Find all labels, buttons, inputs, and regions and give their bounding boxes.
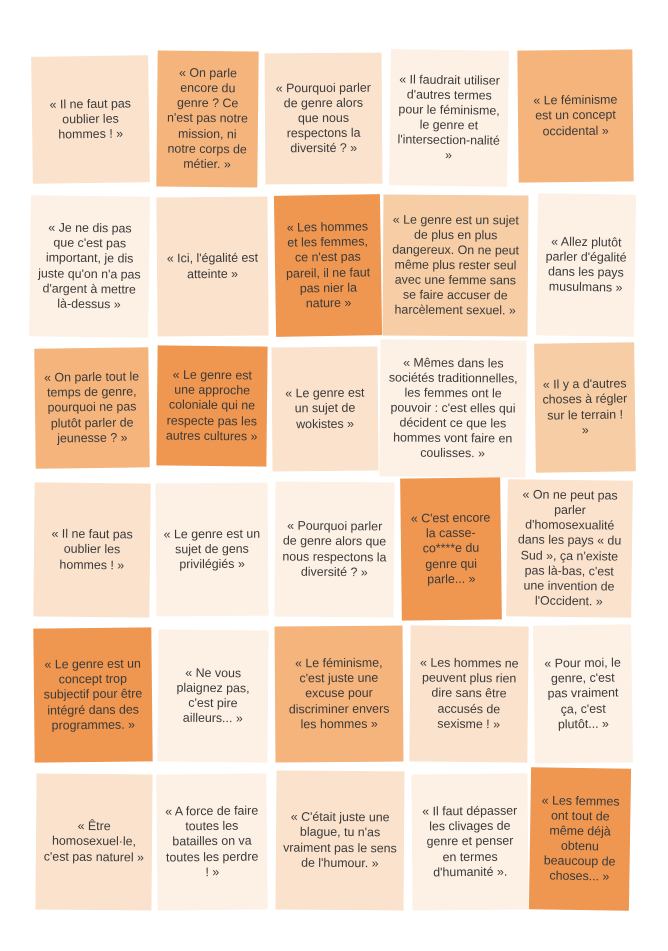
quote-text: « Le genre est un sujet de wokistes » — [285, 385, 365, 431]
quote-card — [517, 49, 633, 182]
quote-text: « Il ne faut pas oublier les hommes ! » — [51, 526, 133, 572]
quote-card — [156, 50, 258, 187]
quote-card — [33, 482, 150, 617]
quote-card — [534, 342, 636, 472]
quote-text: « Pourquoi parler de genre alors que nous respectons la diversité ? » — [282, 518, 387, 579]
quote-text: « Il y a d'autres choses à régler sur le terrain ! » — [542, 376, 628, 437]
quote-text: « On parle encore du genre ? Ce n'est pas notre mission, ni notre corps de métier. » — [166, 65, 249, 172]
quote-text: « Les hommes ne peuvent plus rien dire sans être accusés de sexisme ! » — [420, 655, 519, 732]
quote-card — [400, 477, 502, 620]
quote-text: « Le féminisme, c'est juste une excuse pour discriminer envers les hommes » — [288, 655, 390, 731]
quote-card — [536, 193, 636, 337]
quote-text: « Le genre est une approche coloniale qui ne respecte pas les autres cultures » — [165, 367, 258, 444]
quote-card — [156, 345, 267, 466]
quote-text: « Le genre est un concept trop subjectif pour être intégré dans des programmes. » — [43, 656, 143, 733]
quote-card — [389, 49, 509, 187]
quote-text: « A force de faire toutes les batailles on va toutes les perdre ! » — [165, 803, 259, 879]
quote-text: « Le genre est un sujet de plus en plus dangereux. On ne peut même plus rester seul avec une femme sans se faire accuser de harcèlement sexuel. » — [392, 212, 520, 318]
quote-card — [29, 195, 150, 337]
quote-text: « Pour moi, le genre, c'est pas vraiment ça, c'est plutôt... » — [544, 655, 621, 732]
quote-card — [156, 197, 268, 337]
quote-text: « Pourquoi parler de genre alors que nous respectons la diversité ? » — [275, 80, 371, 156]
quote-text: « Mêmes dans les sociétés traditionnelles, les femmes ont le pouvoir : c'est elles qui décident ce que les hommes vont faire en coulisses. » — [388, 355, 518, 461]
quote-card — [33, 627, 152, 762]
quote-text: « C'était juste une blague, tu n'as vraiment pas le sens de l'humour. » — [283, 809, 397, 870]
quote-text: « Ici, l'égalité est atteinte » — [166, 250, 259, 281]
quote-text: « Ne vous plaignez pas, c'est pire ailleurs... » — [176, 665, 250, 726]
quote-card — [383, 194, 529, 336]
quote-text: « On ne peut pas parler d'homosexualité dans les pays « du Sud », ça n'existe pas là-bas, c'est une invention de l'Occident. » — [517, 487, 622, 609]
quote-card — [379, 339, 526, 477]
quote-text: « Allez plutôt parler d'égalité dans les pays musulmans » — [545, 234, 627, 295]
quote-card — [265, 53, 383, 185]
quote-text: « Il faudrait utiliser d'autres termes pour le féminisme, le genre et l'intersection-nalité » — [397, 71, 500, 163]
quote-card — [411, 773, 528, 910]
quote-text: « Les femmes ont tout de même déjà obtenu beaucoup de choses... » — [541, 793, 620, 884]
quote-text: « Il ne faut pas oublier les hommes ! » — [49, 96, 132, 142]
quote-text: « Le genre est un sujet de gens privilégiés » — [163, 526, 261, 572]
quote-card — [156, 483, 269, 617]
quote-text: « Les hommes et les femmes, ce n'est pas pareil, il ne faut pas nier la nature » — [285, 219, 371, 311]
quote-text: « C'est encore la casse-co****e du genre qui parle... » — [410, 510, 491, 586]
quote-text: « Le féminisme est un concept occidental » — [533, 92, 618, 138]
quote-card — [35, 773, 152, 910]
quote-card — [274, 481, 394, 617]
quote-text: « Je ne dis pas que c'est pas important, je dis juste qu'on n'a pas d'argent à mettre là-dessus » — [38, 220, 141, 312]
quote-text: « Il faut dépasser les clivages de genre et penser en termes d'humanité ». — [422, 803, 518, 880]
quote-card — [529, 767, 631, 911]
quote-card — [533, 624, 633, 763]
quote-card — [34, 347, 149, 468]
quote-card — [271, 347, 378, 472]
quote-card — [156, 773, 267, 910]
quote-card — [506, 479, 633, 618]
quote-card — [31, 55, 150, 184]
quote-card — [276, 771, 405, 911]
quote-text: « On parle tout le temps de genre, pourquoi ne pas plutôt parler de jeunesse ? » — [44, 369, 140, 446]
quote-card — [274, 194, 382, 337]
quote-card — [409, 625, 528, 762]
quote-card — [157, 630, 268, 763]
quote-text: « Être homosexuel·le, c'est pas naturel » — [43, 819, 145, 864]
quote-card — [275, 626, 404, 763]
